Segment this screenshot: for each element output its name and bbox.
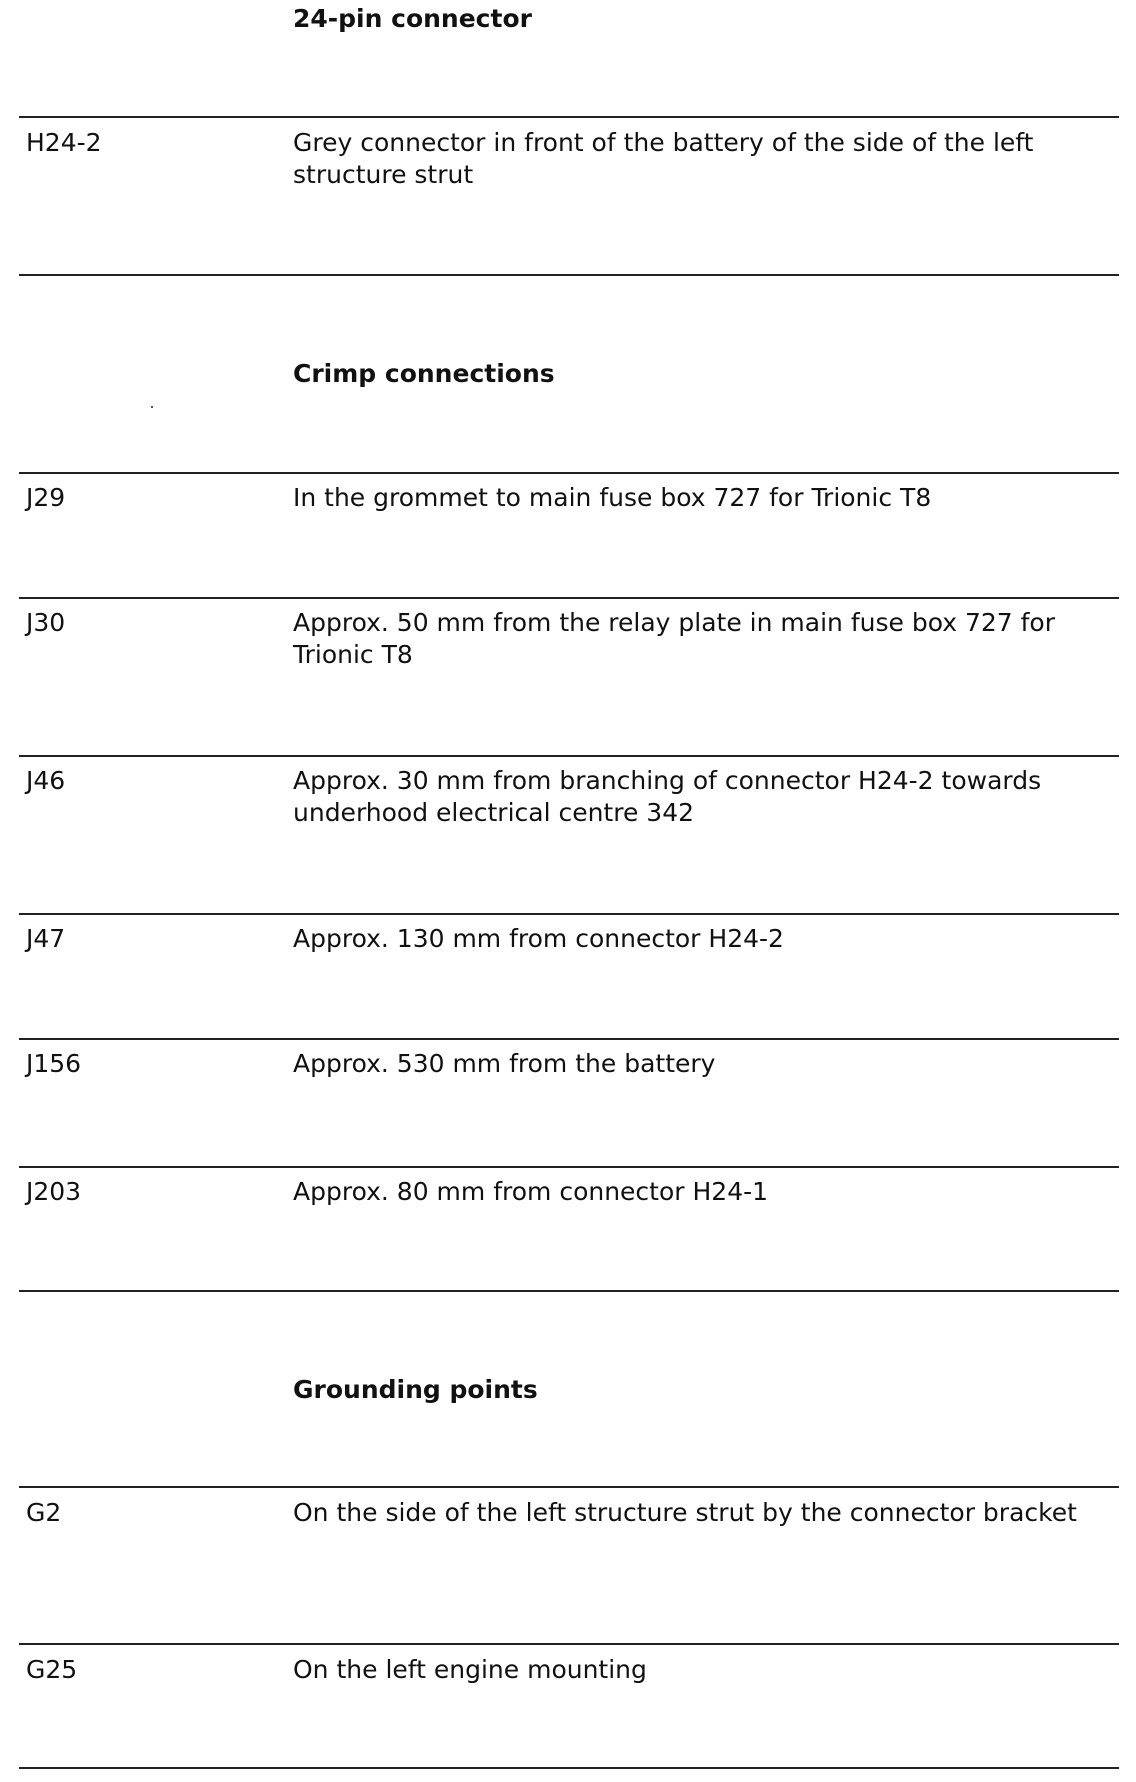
table-divider: [19, 1290, 1119, 1292]
table-divider: [19, 274, 1119, 276]
table-divider: [19, 1767, 1119, 1769]
table-divider: [19, 1038, 1119, 1040]
component-code: G25: [26, 1655, 78, 1684]
table-divider: [19, 755, 1119, 757]
table-divider: [19, 1643, 1119, 1645]
component-code: J46: [26, 766, 66, 795]
section-heading-grounding-points: Grounding points: [293, 1375, 538, 1404]
table-divider: [19, 913, 1119, 915]
component-code: J203: [26, 1177, 82, 1206]
table-divider: [19, 1486, 1119, 1488]
section-heading-24-pin-connector: 24-pin connector: [293, 4, 532, 33]
component-code: J156: [26, 1049, 82, 1078]
component-location: Grey connector in front of the battery of the side of the left structure strut: [293, 128, 1034, 189]
table-divider: [19, 472, 1119, 474]
component-location: Approx. 130 mm from connector H24-2: [293, 924, 784, 953]
component-code: J30: [26, 608, 66, 637]
section-heading-crimp-connections: Crimp connections: [293, 359, 555, 388]
component-location: Approx. 530 mm from the battery: [293, 1049, 716, 1078]
table-divider: [19, 116, 1119, 118]
component-location: Approx. 80 mm from connector H24-1: [293, 1177, 769, 1206]
component-code: J47: [26, 924, 66, 953]
table-divider: [19, 597, 1119, 599]
scan-speck: [151, 406, 153, 408]
component-location: In the grommet to main fuse box 727 for Trionic T8: [293, 483, 932, 512]
component-location: On the left engine mounting: [293, 1655, 647, 1684]
component-code: J29: [26, 483, 66, 512]
component-location: Approx. 50 mm from the relay plate in main fuse box 727 for Trionic T8: [293, 608, 1055, 669]
component-location: On the side of the left structure strut by the connector bracket: [293, 1498, 1077, 1527]
component-location: Approx. 30 mm from branching of connector H24-2 towards underhood electrical centre 342: [293, 766, 1042, 827]
component-code: H24-2: [26, 128, 102, 157]
component-code: G2: [26, 1498, 62, 1527]
table-divider: [19, 1166, 1119, 1168]
